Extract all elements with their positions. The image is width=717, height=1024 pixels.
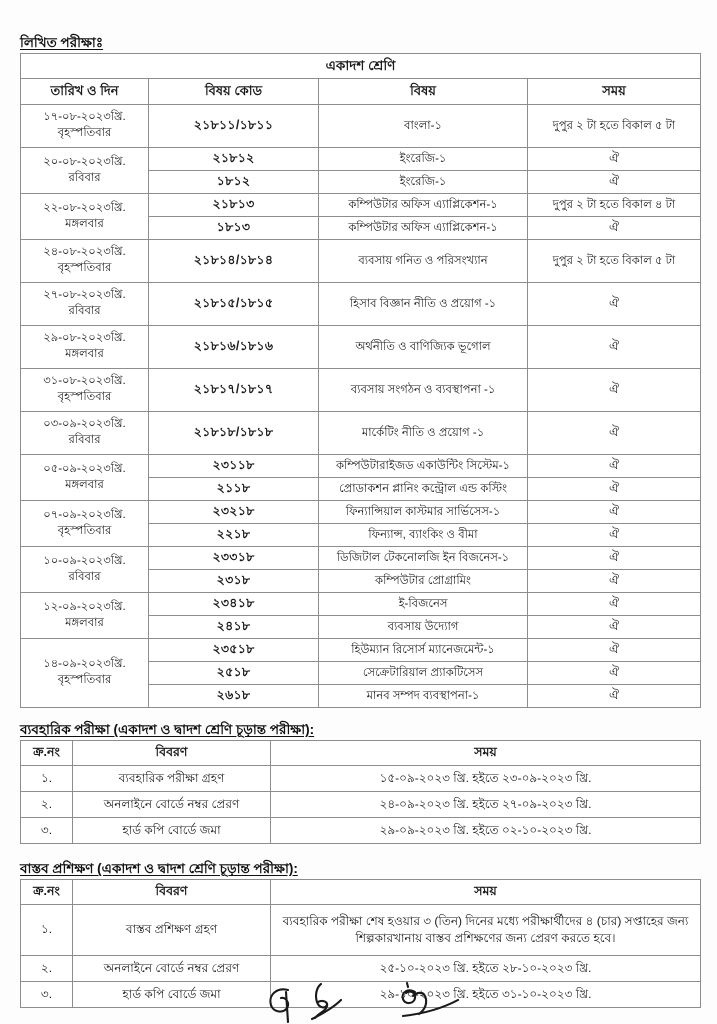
exam-time: ঐ [528,524,701,547]
serial-number: ১. [21,905,73,956]
subject-code: ২১৮১৪/১৮১৪ [149,240,319,283]
written-exam-table [20,53,701,708]
table-row [21,593,701,616]
col-description: বিবরণ [73,880,271,905]
exam-date-cell [21,326,149,369]
subject-name: মার্কেটিং নীতি ও প্রয়োগ -১ [319,412,528,455]
subject-name: ফিন্যান্স, ব্যাংকিং ও বীমা [319,524,528,547]
subject-code: ২১৮১১/১৮১১ [149,105,319,148]
subject-name: ইংরেজি-১ [319,148,528,171]
exam-day: মঙ্গলবার [65,478,104,491]
exam-day: বৃহস্পতিবার [57,127,112,139]
exam-day: রবিবার [68,305,101,317]
table-row [21,818,701,844]
exam-time: ঐ [528,217,701,240]
exam-time: ঐ [528,501,701,524]
exam-date-cell [21,148,149,194]
exam-date-cell [21,593,149,639]
serial-number: ৩. [21,818,73,844]
table-row [21,148,701,171]
subject-code: ২৩৫১৮ [149,639,319,662]
exam-date: ১৭-০৮-২০২৩খ্রি. [43,111,126,124]
col-time: সময় [271,741,701,766]
subject-name: বাংলা-১ [319,105,528,148]
subject-code: ২৩৩১৮ [149,547,319,570]
item-time: ২৫-১০-২০২৩ খ্রি. হইতে ২৮-১০-২০২৩ খ্রি. [271,956,701,982]
exam-day: বৃহস্পতিবার [57,674,112,686]
subject-code: ২১৮১২ [149,148,319,171]
item-time: ২৯-১০-২০২৩ খ্রি. হইতে ৩১-১০-২০২৩ খ্রি. [271,982,701,1008]
exam-date: ২৭-০৮-২০২৩খ্রি. [43,289,126,302]
exam-date-cell [21,283,149,326]
subject-code: ২১৮১৩ [149,194,319,217]
exam-time: ঐ [528,685,701,708]
exam-date: ০৫-০৯-২০২৩খ্রি. [43,462,126,475]
item-description: অনলাইনে বোর্ডে নম্বর প্রেরণ [73,792,271,818]
subject-code: ২৫১৮ [149,662,319,685]
exam-date: ২২-০৮-২০২৩খ্রি. [43,201,126,214]
exam-day: মঙ্গলবার [65,217,104,230]
col-time: সময় [528,79,701,105]
exam-day: মঙ্গলবার [65,616,104,629]
exam-date-cell [21,547,149,593]
subject-name: ডিজিটাল টেকনোলজি ইন বিজনেস-১ [319,547,528,570]
training-heading: বাস্তব প্রশিক্ষণ (একাদশ ও দ্বাদশ শ্রেণি চূড়ান্ত পরীক্ষা): [20,861,298,876]
subject-code: ২১৮১৫/১৮১৫ [149,283,319,326]
col-date: তারিখ ও দিন [21,79,149,105]
subject-name: অর্থনীতি ও বাণিজ্যিক ভূগোল [319,326,528,369]
item-time: ২৪-০৯-২০২৩ খ্রি. হইতে ২৭-০৯-২০২৩ খ্রি. [271,792,701,818]
item-description: হার্ড কপি বোর্ডে জমা [73,818,271,844]
table-row [21,412,701,455]
written-exam-rows [21,105,701,708]
serial-number: ২. [21,792,73,818]
subject-code: ২৩২১৮ [149,501,319,524]
subject-name: প্রোডাকশন প্লানিং কন্ট্রোল এন্ড কস্টিং [319,478,528,501]
subject-code: ২২১৮ [149,524,319,547]
practical-exam-table [20,740,701,844]
exam-date-cell [21,369,149,412]
table-row [21,766,701,792]
item-time: ব্যবহারিক পরীক্ষা শেষ হওয়ার ৩ (তিন) দিনের মধ্যে পরীক্ষার্থীদের ৪ (চার) সপ্তাহের জন্য শিল্পকারখানায় বাস্তব প্রশিক্ষণের জন্য প্রেরণ করতে হবে। [271,905,701,956]
exam-time: ঐ [528,171,701,194]
table-row [21,905,701,956]
exam-time: ঐ [528,326,701,369]
practical-exam-heading: ব্যবহারিক পরীক্ষা (একাদশ ও দ্বাদশ শ্রেণি চূড়ান্ত পরীক্ষা): [20,722,315,737]
exam-date: ২৪-০৮-২০২৩খ্রি. [43,246,126,259]
exam-day: রবিবার [68,171,101,184]
subject-code: ২১১৮ [149,478,319,501]
subject-code: ২৬১৮ [149,685,319,708]
subject-code: ২৪১৮ [149,616,319,639]
item-description: বাস্তব প্রশিক্ষণ গ্রহণ [73,905,271,956]
table-row [21,105,701,148]
subject-name: কম্পিউটার প্রোগ্রামিং [319,570,528,593]
subject-name: ব্যবসায় সংগঠন ও ব্যবস্থাপনা -১ [319,369,528,412]
subject-code: ১৮১৩ [149,217,319,240]
exam-date: ০৭-০৯-২০২৩খ্রি. [43,508,126,521]
exam-time: ঐ [528,412,701,455]
item-time: ২৯-০৯-২০২৩ খ্রি. হইতে ০২-১০-২০২৩ খ্রি. [271,818,701,844]
subject-name: কম্পিউটারাইজড একাউন্টিং সিস্টেম-১ [319,455,528,478]
table-row [21,283,701,326]
exam-date: ৩১-০৮-২০২৩খ্রি. [43,375,126,388]
col-time: সময় [271,880,701,905]
subject-code: ২১৮১৮/১৮১৮ [149,412,319,455]
subject-code: ২১৮১৬/১৮১৬ [149,326,319,369]
exam-time: দুপুর ২ টা হতে বিকাল ৫ টা [528,240,701,283]
exam-day: বৃহস্পতিবার [57,524,112,537]
table-row [21,501,701,524]
exam-date-cell [21,194,149,240]
exam-time: ঐ [528,616,701,639]
exam-time: ঐ [528,455,701,478]
item-description: হার্ড কপি বোর্ডে জমা [73,982,271,1008]
subject-name: সেক্রেটারিয়াল প্র্যাকটিসেস [319,662,528,685]
table-row [21,240,701,283]
exam-date: ২৯-০৮-২০২৩খ্রি. [43,332,126,345]
exam-time: ঐ [528,283,701,326]
subject-name: ইংরেজি-১ [319,171,528,194]
item-description: ব্যবহারিক পরীক্ষা গ্রহণ [73,766,271,792]
exam-time: ঐ [528,662,701,685]
item-time: ১৫-০৯-২০২৩ খ্রি. হইতে ২৩-০৯-২০২৩ খ্রি. [271,766,701,792]
subject-name: ব্যবসায় গনিত ও পরিসংখ্যান [319,240,528,283]
serial-number: ৩. [21,982,73,1008]
serial-number: ১. [21,766,73,792]
exam-time: ঐ [528,369,701,412]
exam-date-cell [21,639,149,708]
col-subject: বিষয় [319,79,528,105]
subject-name: ব্যবসায় উদ্যোগ [319,616,528,639]
exam-date-cell [21,240,149,283]
table-row [21,792,701,818]
exam-day: মঙ্গলবার [65,348,104,360]
table-row [21,639,701,662]
col-subject-code: বিষয় কোড [149,79,319,105]
exam-time: দুপুর ২ টা হতে বিকাল ৫ টা [528,105,701,148]
handwritten-signature-marks [255,978,555,1024]
exam-date: ১৪-০৯-২০২৩খ্রি. [43,658,126,671]
exam-date-cell [21,105,149,148]
table-row [21,455,701,478]
exam-date-cell [21,455,149,501]
exam-day: রবিবার [68,434,101,446]
exam-date-cell [21,501,149,547]
subject-name: মানব সম্পদ ব্যবস্থাপনা-১ [319,685,528,708]
exam-date: ১২-০৯-২০২৩খ্রি. [43,600,126,613]
exam-time: ঐ [528,593,701,616]
subject-name: হিউম্যান রিসোর্স ম্যানেজমেন্ট-১ [319,639,528,662]
exam-day: বৃহস্পতিবার [57,262,112,274]
subject-code: ২৩১৮ [149,570,319,593]
serial-number: ২. [21,956,73,982]
item-description: অনলাইনে বোর্ডে নম্বর প্রেরণ [73,956,271,982]
subject-code: ২৩১১৮ [149,455,319,478]
subject-name: ফিন্যান্সিয়াল কাস্টমার সার্ভিসেস-১ [319,501,528,524]
col-serial: ক্র.নং [21,880,73,905]
class-header: একাদশ শ্রেণি [21,54,701,79]
practical-exam-rows [21,766,701,844]
exam-time: ঐ [528,639,701,662]
exam-date: ০৩-০৯-২০২৩খ্রি. [43,418,126,431]
subject-code: ১৮১২ [149,171,319,194]
exam-date: ২০-০৮-২০২৩খ্রি. [43,155,126,168]
col-serial: ক্র.নং [21,741,73,766]
exam-date: ১০-০৯-২০২৩খ্রি. [43,554,126,567]
exam-time: ঐ [528,547,701,570]
exam-day: রবিবার [68,570,101,583]
table-row [21,547,701,570]
exam-day: বৃহস্পতিবার [57,391,112,403]
exam-time: ঐ [528,478,701,501]
exam-date-cell [21,412,149,455]
subject-name: কম্পিউটার অফিস এ্যাপ্লিকেশন-১ [319,194,528,217]
written-exam-heading: লিখিত পরীক্ষাঃ [20,35,104,50]
table-row [21,194,701,217]
exam-time: দুপুর ২ টা হতে বিকাল ৪ টা [528,194,701,217]
subject-code: ২৩৪১৮ [149,593,319,616]
subject-name: কম্পিউটার অফিস এ্যাপ্লিকেশন-১ [319,217,528,240]
subject-name: হিসাব বিজ্ঞান নীতি ও প্রয়োগ -১ [319,283,528,326]
subject-name: ই-বিজনেস [319,593,528,616]
exam-time: ঐ [528,570,701,593]
exam-time: ঐ [528,148,701,171]
table-row [21,369,701,412]
table-row [21,326,701,369]
col-description: বিবরণ [73,741,271,766]
subject-code: ২১৮১৭/১৮১৭ [149,369,319,412]
